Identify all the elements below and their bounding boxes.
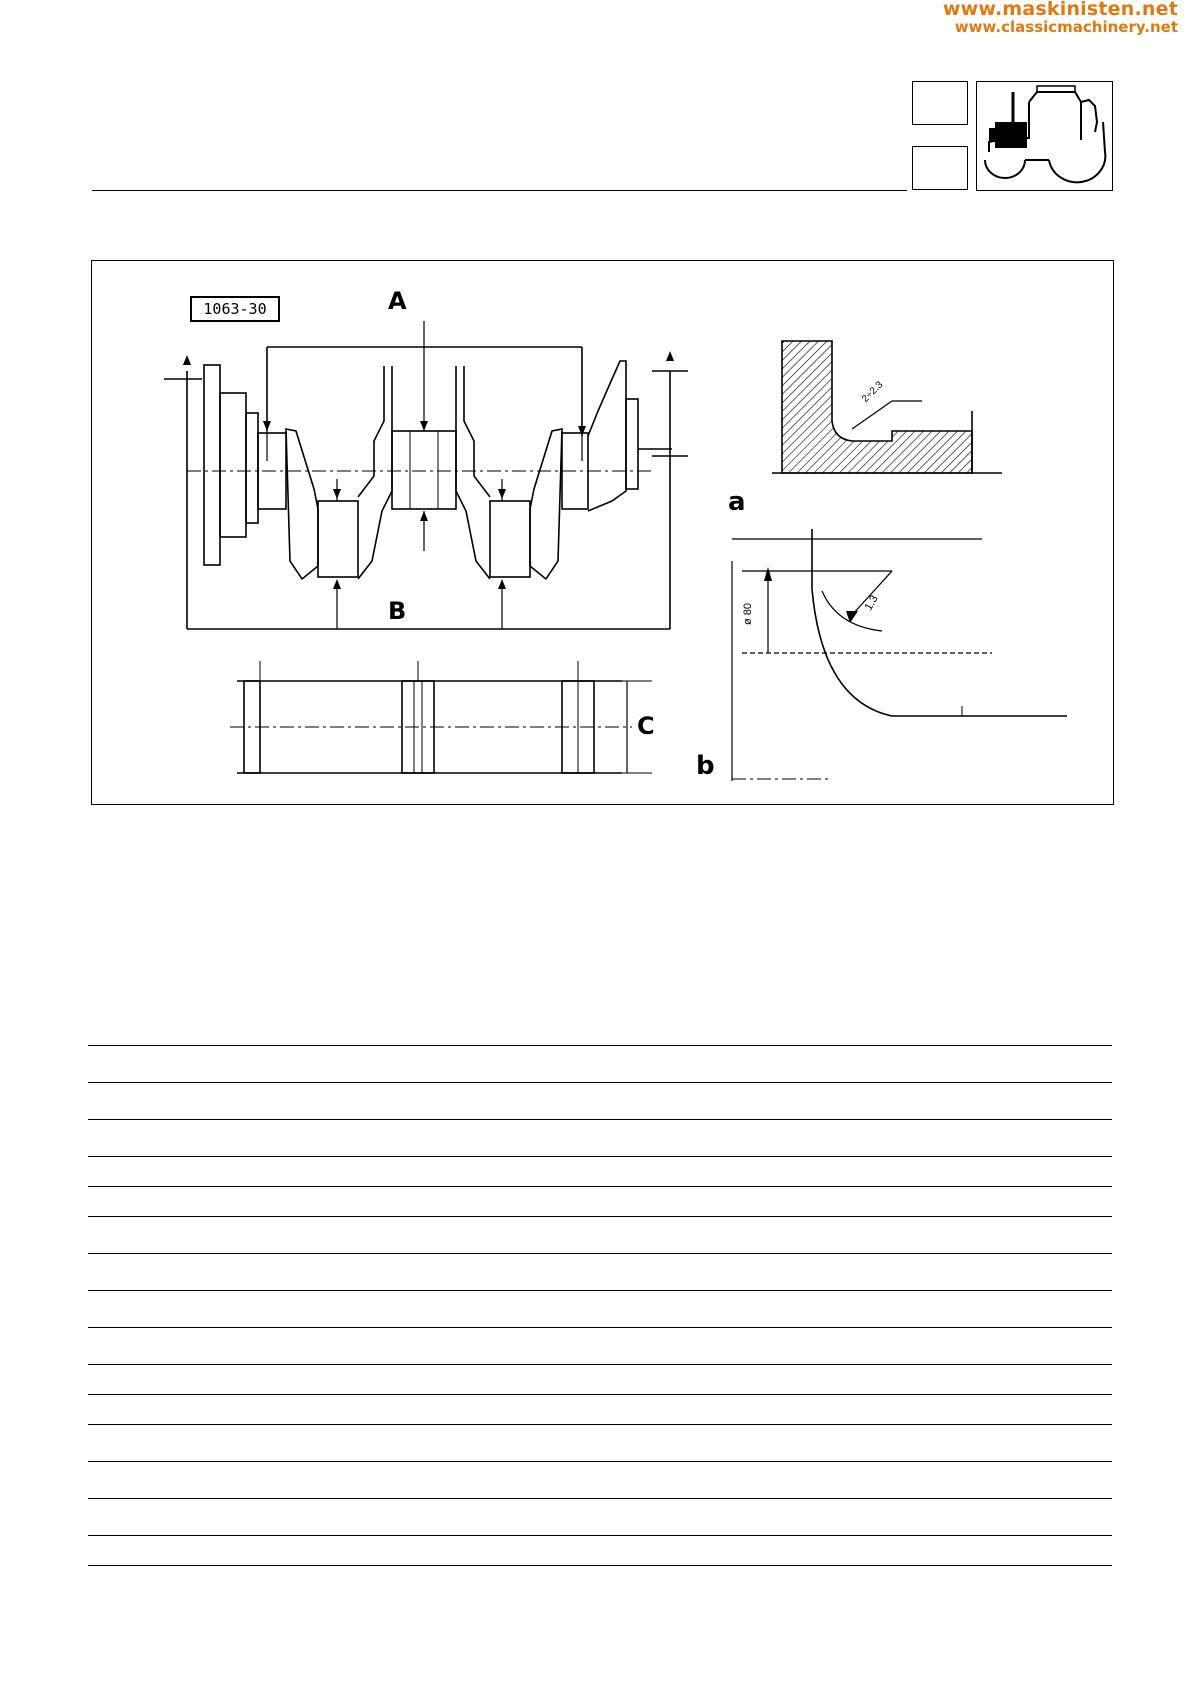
label-b: b: [696, 751, 715, 781]
label-A: A: [388, 287, 407, 315]
label-a: a: [728, 487, 746, 517]
table-row: [88, 1156, 1112, 1186]
table-row: [88, 1461, 1112, 1498]
label-C: C: [637, 712, 655, 740]
table-row: [88, 1082, 1112, 1119]
table-row: [88, 1119, 1112, 1156]
table-row: [88, 1186, 1112, 1216]
table-row: [88, 1327, 1112, 1364]
table-row: [88, 1216, 1112, 1253]
detail-b-radius: 1.3: [862, 593, 881, 613]
table-row: [88, 1394, 1112, 1424]
crankshaft-drawing: [92, 261, 1113, 804]
table-row: [88, 1290, 1112, 1327]
figure-reference: 1063-30: [190, 296, 280, 322]
label-B: B: [388, 597, 407, 625]
table-row: [88, 1253, 1112, 1290]
section-box-bottom: [912, 146, 968, 190]
tractor-engine-section-icon: [977, 82, 1112, 190]
detail-b-diameter: ø 80: [742, 602, 754, 625]
section-box-top: [912, 81, 968, 125]
header-rule: [92, 190, 907, 191]
watermark-line-2: www.classicmachinery.net: [954, 17, 1178, 36]
table-row: [88, 1364, 1112, 1394]
spec-table: [88, 1045, 1112, 1566]
watermark: [943, 0, 1178, 36]
table-row: [88, 1424, 1112, 1461]
table-row: [88, 1045, 1112, 1082]
detail-a-dimension: 2÷2.3: [860, 379, 886, 405]
crankshaft-figure: [91, 260, 1114, 805]
watermark-line-1: www.maskinisten.net: [942, 0, 1178, 20]
table-row: [88, 1535, 1112, 1566]
table-row: [88, 1498, 1112, 1535]
tractor-section-indicator: [976, 81, 1113, 191]
